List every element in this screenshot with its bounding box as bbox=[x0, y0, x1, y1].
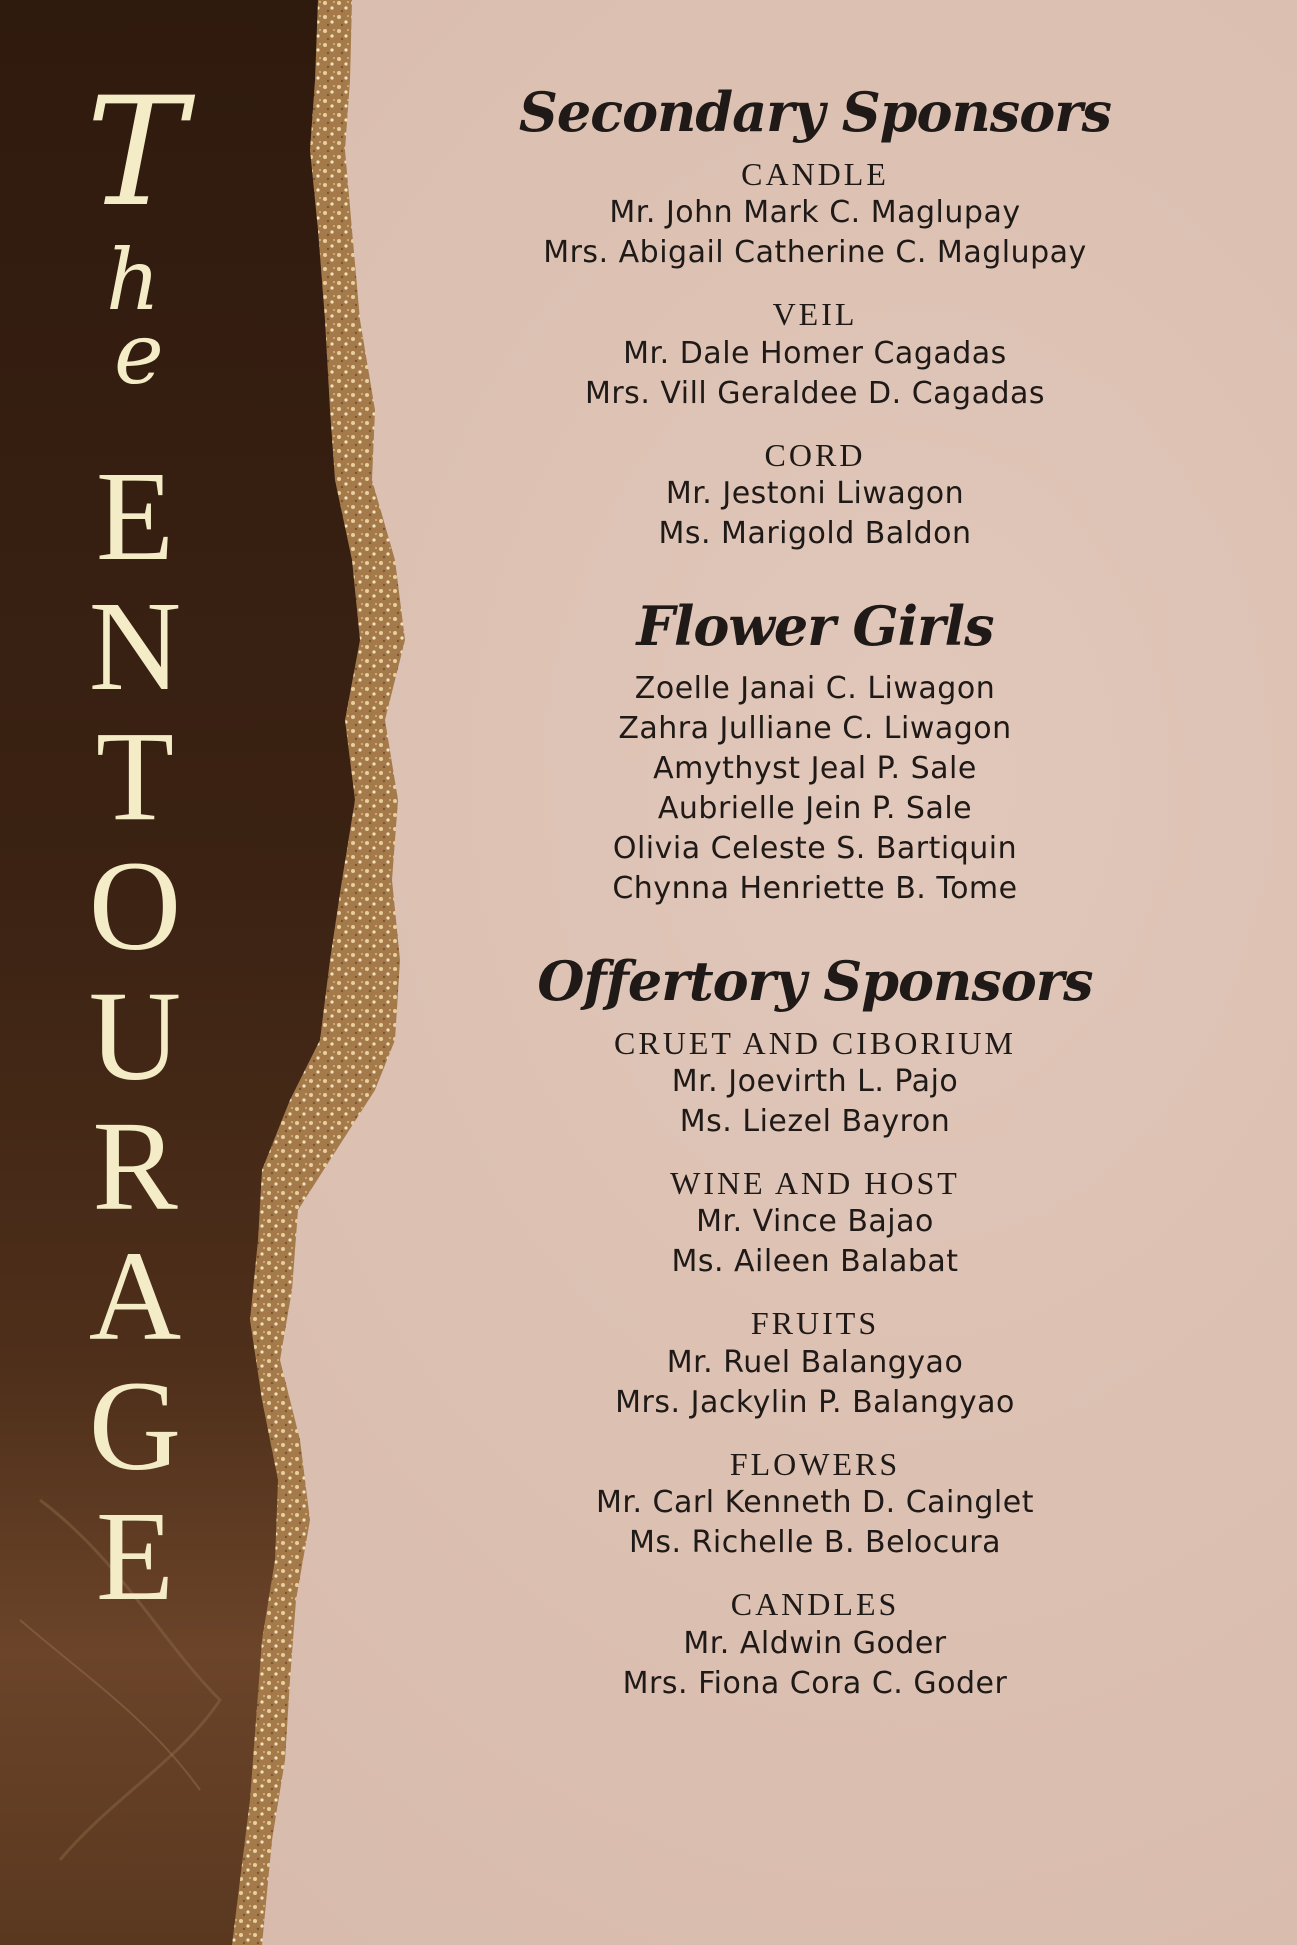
person-name: Ms. Liezel Bayron bbox=[679, 1103, 951, 1139]
role-label: FRUITS bbox=[750, 1305, 880, 1342]
person-name: Mrs. Vill Geraldee D. Cagadas bbox=[584, 375, 1046, 411]
person-name: Ms. Marigold Baldon bbox=[658, 515, 972, 551]
title-letter: N bbox=[88, 575, 182, 717]
title-letter-script-t: T bbox=[86, 66, 187, 240]
entourage-list bbox=[470, 80, 1160, 1744]
title-letter: A bbox=[88, 1225, 182, 1367]
title-letter: O bbox=[88, 835, 182, 977]
title-letter: R bbox=[92, 1095, 178, 1237]
person-name: Mr. Vince Bajao bbox=[696, 1204, 934, 1240]
person-name: Mr. John Mark C. Maglupay bbox=[609, 195, 1021, 231]
sponsor-group-flowers bbox=[470, 1445, 1160, 1563]
section-heading: Offertory Sponsors bbox=[537, 948, 1093, 1013]
sponsor-group-fruits bbox=[470, 1304, 1160, 1422]
role-label: VEIL bbox=[772, 296, 858, 333]
title-letter-script-e: e bbox=[114, 305, 164, 403]
title-letter: T bbox=[95, 705, 175, 847]
role-label: FLOWERS bbox=[729, 1445, 901, 1482]
sponsor-group-cruet-and-ciborium bbox=[470, 1024, 1160, 1142]
person-name: Ms. Richelle B. Belocura bbox=[629, 1525, 1001, 1561]
title-letter: E bbox=[95, 445, 175, 587]
person-name: Mr. Ruel Balangyao bbox=[666, 1344, 964, 1380]
section-offertory-sponsors bbox=[470, 949, 1160, 1704]
person-name: Zoelle Janai C. Liwagon bbox=[634, 670, 996, 706]
person-name: Aubrielle Jein P. Sale bbox=[657, 790, 973, 826]
title-letter: E bbox=[95, 1485, 175, 1627]
vertical-title-the-entourage bbox=[0, 0, 280, 1945]
title-letter-script-h: h bbox=[106, 231, 161, 329]
section-heading: Flower Girls bbox=[636, 593, 994, 658]
person-name: Olivia Celeste S. Bartiquin bbox=[612, 830, 1018, 866]
title-letter: G bbox=[88, 1355, 182, 1497]
section-heading: Secondary Sponsors bbox=[518, 80, 1112, 144]
sponsor-group-candle bbox=[470, 155, 1160, 273]
title-letter: U bbox=[88, 965, 182, 1107]
person-name: Mr. Carl Kenneth D. Cainglet bbox=[596, 1485, 1034, 1521]
sponsor-group-wine-and-host bbox=[470, 1164, 1160, 1282]
person-name: Chynna Henriette B. Tome bbox=[612, 870, 1018, 906]
person-name: Mr. Dale Homer Cagadas bbox=[623, 335, 1007, 371]
flower-girls-list bbox=[470, 669, 1160, 909]
role-label: CANDLES bbox=[730, 1586, 900, 1623]
person-name: Mr. Jestoni Liwagon bbox=[665, 475, 965, 511]
person-name: Mrs. Fiona Cora C. Goder bbox=[622, 1665, 1008, 1701]
person-name: Amythyst Jeal P. Sale bbox=[653, 750, 977, 786]
sponsor-group-cord bbox=[470, 436, 1160, 554]
role-label: CANDLE bbox=[741, 155, 889, 192]
sponsor-group-veil bbox=[470, 295, 1160, 413]
section-secondary-sponsors bbox=[470, 80, 1160, 554]
person-name: Zahra Julliane C. Liwagon bbox=[618, 710, 1012, 746]
person-name: Mrs. Abigail Catherine C. Maglupay bbox=[543, 235, 1087, 271]
person-name: Ms. Aileen Balabat bbox=[671, 1244, 959, 1280]
role-label: CORD bbox=[764, 436, 866, 473]
role-label: CRUET AND CIBORIUM bbox=[614, 1024, 1016, 1061]
person-name: Mr. Joevirth L. Pajo bbox=[671, 1063, 959, 1099]
role-label: WINE AND HOST bbox=[670, 1164, 960, 1201]
section-flower-girls bbox=[470, 594, 1160, 909]
person-name: Mrs. Jackylin P. Balangyao bbox=[615, 1384, 1015, 1420]
sponsor-group-candles bbox=[470, 1585, 1160, 1703]
person-name: Mr. Aldwin Goder bbox=[683, 1625, 947, 1661]
